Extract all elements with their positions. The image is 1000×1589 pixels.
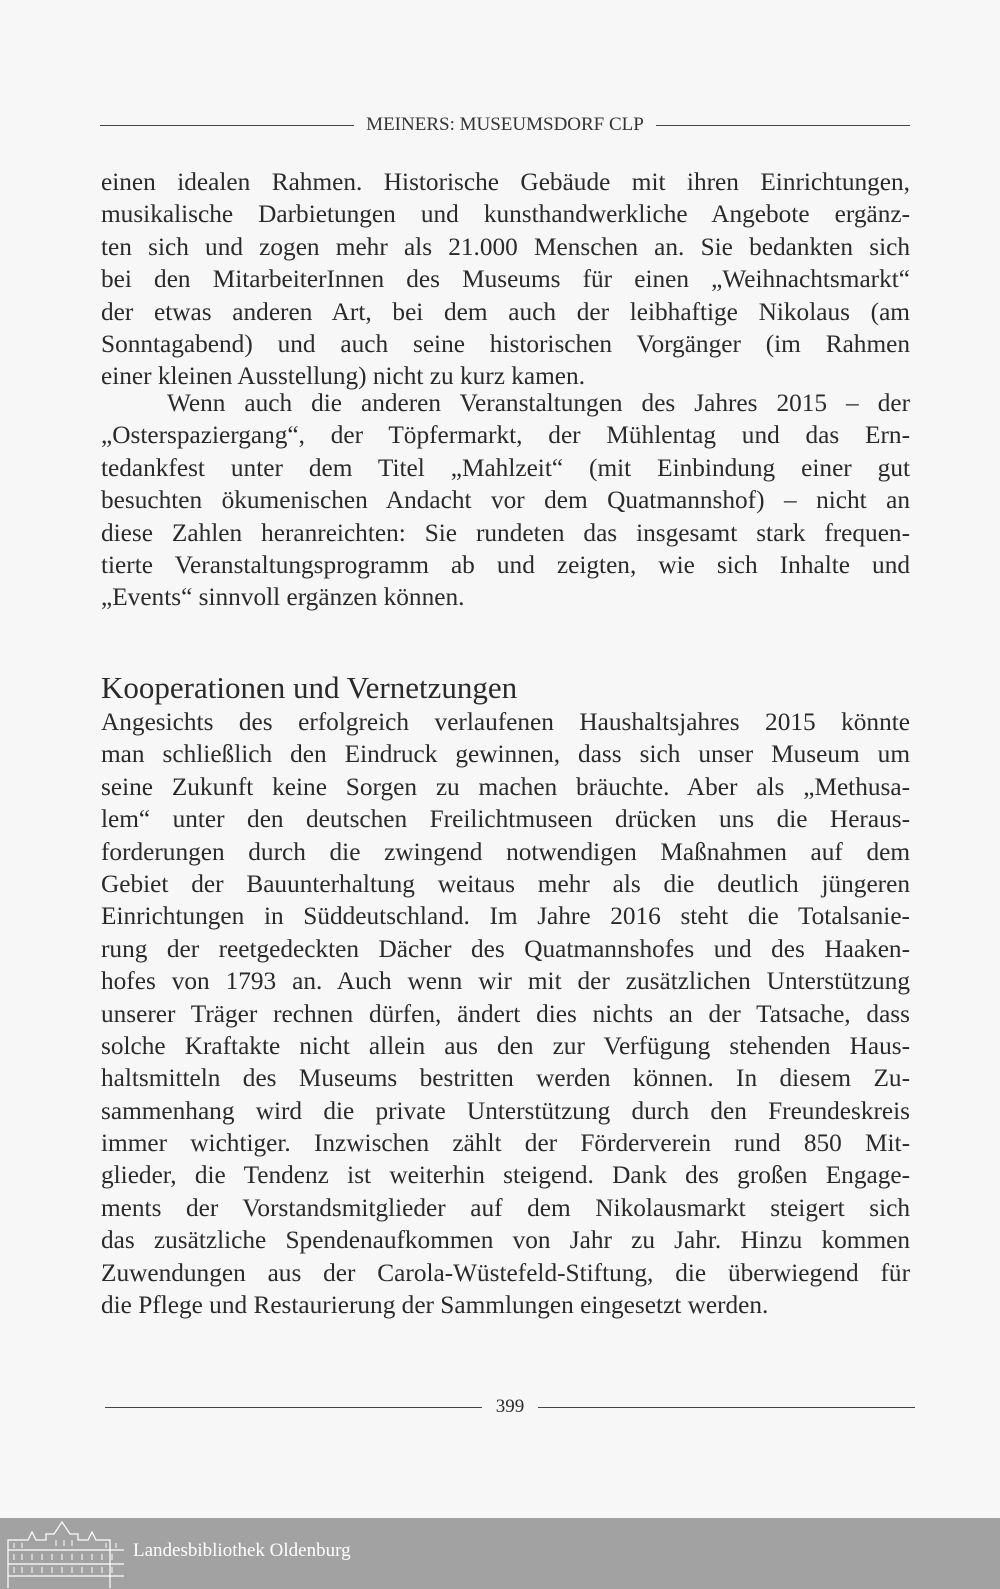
text-line: die Pflege und Restaurierung der Sammlungen eingesetzt werden. xyxy=(101,1291,769,1320)
text-line: forderungen durch die zwingend notwendigen Maßnahmen auf dem xyxy=(101,837,910,866)
library-building-logo xyxy=(6,1520,126,1588)
text-line: ments der Vorstandsmitglieder auf dem Nikolausmarkt steigert sich xyxy=(101,1193,910,1222)
text-line: hofes von 1793 an. Auch wenn wir mit der zusätzlichen Unterstützung xyxy=(101,967,910,996)
text-line: solche Kraftakte nicht allein aus den zur Verfügung stehenden Haus- xyxy=(101,1031,910,1060)
footer-rule-left xyxy=(105,1407,482,1408)
header-rule-left xyxy=(100,125,354,126)
text-line: seine Zukunft keine Sorgen zu machen bräuchte. Aber als „Methusa- xyxy=(101,772,910,801)
section-paragraph xyxy=(101,706,910,1321)
text-line: immer wichtiger. Inzwischen zählt der Förderverein rund 850 Mit- xyxy=(101,1129,910,1158)
text-line: musikalische Darbietungen und kunsthandwerkliche Angebote ergänz- xyxy=(101,200,910,229)
text-line: Einrichtungen in Süddeutschland. Im Jahre 2016 steht die Totalsanie- xyxy=(101,902,910,931)
text-line: glieder, die Tendenz ist weiterhin steigend. Dank des großen Engage- xyxy=(101,1161,910,1190)
text-line: unserer Träger rechnen dürfen, ändert dies nichts an der Tatsache, dass xyxy=(101,999,910,1028)
text-line: einer kleinen Ausstellung) nicht zu kurz kamen. xyxy=(101,362,586,391)
text-line: man schließlich den Eindruck gewinnen, dass sich unser Museum um xyxy=(101,740,910,769)
running-header xyxy=(100,114,910,136)
paragraph-2 xyxy=(101,387,910,614)
text-line: diese Zahlen heranreichten: Sie rundeten das insgesamt stark frequen- xyxy=(101,518,910,547)
library-banner xyxy=(0,1518,1000,1589)
section-heading: Kooperationen und Vernetzungen xyxy=(101,670,518,705)
text-line: das zusätzliche Spendenaufkommen von Jahr zu Jahr. Hinzu kommen xyxy=(101,1226,910,1255)
text-line: lem“ unter den deutschen Freilichtmuseen drücken uns die Heraus- xyxy=(101,805,910,834)
text-line: tedankfest unter dem Titel „Mahlzeit“ (mit Einbindung einer gut xyxy=(101,453,910,482)
library-name: Landesbibliothek Oldenburg xyxy=(133,1540,351,1561)
text-line: der etwas anderen Art, bei dem auch der leibhaftige Nikolaus (am xyxy=(101,297,910,326)
running-head-title: MEINERS: MUSEUMSDORF CLP xyxy=(366,114,644,135)
text-line: „Events“ sinnvoll ergänzen können. xyxy=(101,583,465,612)
text-line: Zuwendungen aus der Carola-Wüstefeld-Stiftung, die überwiegend für xyxy=(101,1258,910,1287)
text-line: haltsmitteln des Museums bestritten werden können. In diesem Zu- xyxy=(101,1064,910,1093)
text-line: bei den MitarbeiterInnen des Museums für einen „Weihnachtsmarkt“ xyxy=(101,265,910,294)
text-line: „Osterspaziergang“, der Töpfermarkt, der Mühlentag und das Ern- xyxy=(101,421,910,450)
text-line: einen idealen Rahmen. Historische Gebäude mit ihren Einrichtungen, xyxy=(101,168,910,196)
text-line: sammenhang wird die private Unterstützung durch den Freundeskreis xyxy=(101,1096,910,1125)
text-line: rung der reetgedeckten Dächer des Quatmannshofes und des Haaken- xyxy=(101,934,910,963)
text-line: Wenn auch die anderen Veranstaltungen des Jahres 2015 – der xyxy=(167,389,910,417)
paragraph-1 xyxy=(101,166,910,393)
footer-rule-right xyxy=(538,1407,915,1408)
page-footer xyxy=(105,1396,915,1418)
text-line: besuchten ökumenischen Andacht vor dem Quatmannshof) – nicht an xyxy=(101,486,910,515)
text-line: Sonntagabend) und auch seine historischen Vorgänger (im Rahmen xyxy=(101,329,910,358)
text-line: ten sich und zogen mehr als 21.000 Menschen an. Sie bedankten sich xyxy=(101,232,910,261)
text-line: tierte Veranstaltungsprogramm ab und zeigten, wie sich Inhalte und xyxy=(101,550,910,579)
text-line: Gebiet der Bauunterhaltung weitaus mehr als die deutlich jüngeren xyxy=(101,869,910,898)
text-line: Angesichts des erfolgreich verlaufenen Haushaltsjahres 2015 könnte xyxy=(101,708,910,736)
page-number: 399 xyxy=(495,1396,525,1417)
header-rule-right xyxy=(656,125,910,126)
